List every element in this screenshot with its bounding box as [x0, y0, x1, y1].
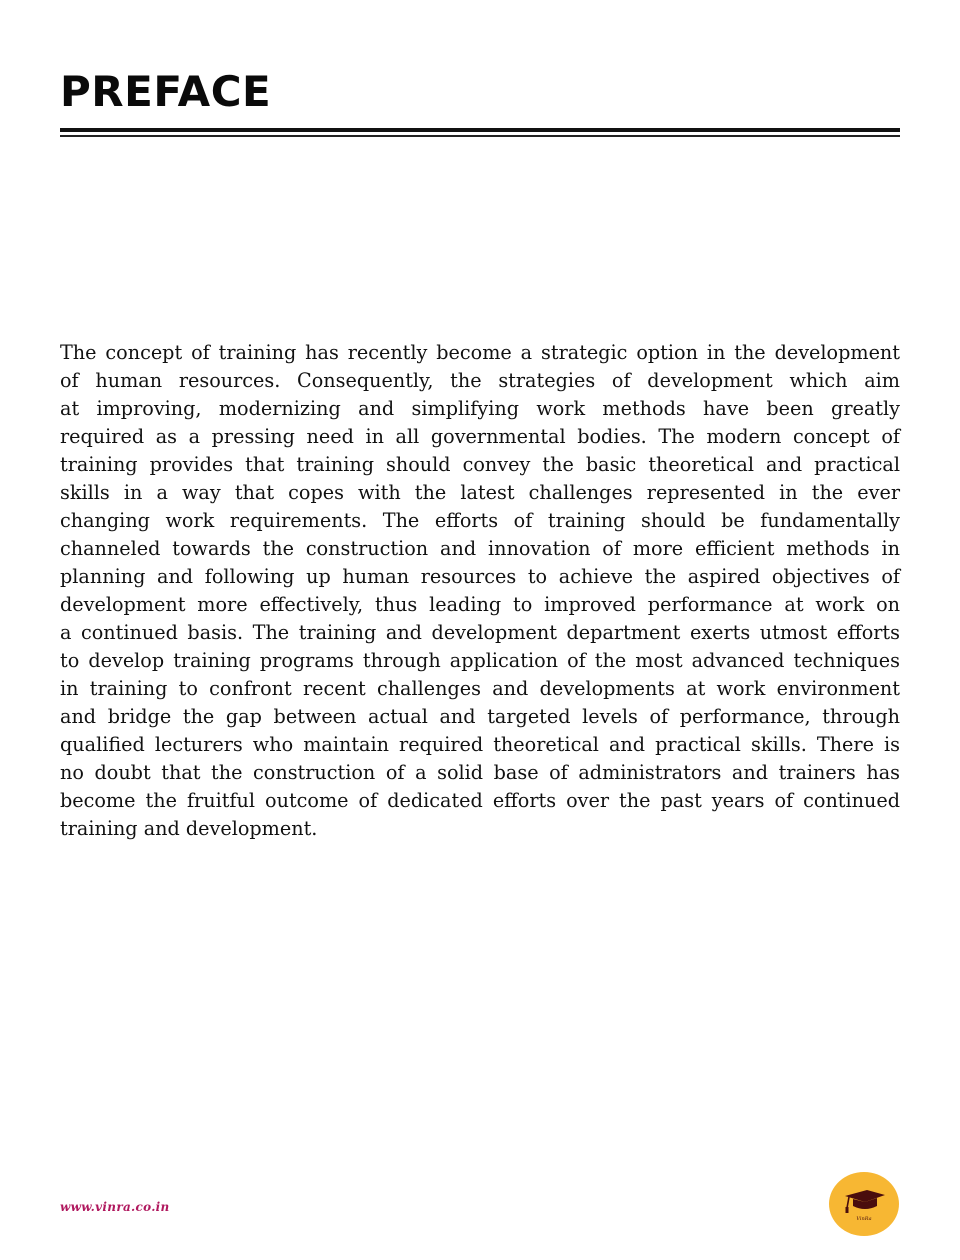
paragraph-line: and bridge the gap between actual and targeted levels of performance, through [60, 705, 900, 728]
paragraph-line: to develop training programs through application of the most advanced techniques [60, 649, 900, 672]
page-title: PREFACE [60, 67, 272, 116]
paragraph-line: channeled towards the construction and innovation of more efficient methods in [60, 537, 900, 560]
logo-text: VinRa [856, 1216, 872, 1222]
paragraph-line: of human resources. Consequently, the strategies of development which aim [60, 369, 900, 392]
paragraph-line: training provides that training should convey the basic theoretical and practical [60, 453, 900, 476]
paragraph-line: training and development. [60, 817, 318, 840]
paragraph-line: become the fruitful outcome of dedicated efforts over the past years of continued [60, 789, 900, 812]
paragraph-line: qualified lecturers who maintain required theoretical and practical skills. There is [60, 733, 900, 756]
paragraph-line: The concept of training has recently become a strategic option in the development [60, 341, 900, 364]
paragraph-line: in training to confront recent challenges and developments at work environment [60, 677, 900, 700]
title-rule-thick [60, 128, 900, 132]
paragraph-line: development more effectively, thus leading to improved performance at work on [60, 593, 900, 616]
paragraph-line: required as a pressing need in all governmental bodies. The modern concept of [60, 425, 900, 448]
graduation-cap-icon [841, 1186, 887, 1218]
website-link[interactable]: www.vinra.co.in [60, 1200, 170, 1214]
paragraph-line: a continued basis. The training and development department exerts utmost efforts [60, 621, 900, 644]
paragraph-line: planning and following up human resources to achieve the aspired objectives of [60, 565, 900, 588]
paragraph-line: no doubt that the construction of a solid base of administrators and trainers has [60, 761, 900, 784]
preface-paragraph [60, 339, 900, 843]
logo [829, 1172, 899, 1236]
paragraph-line: skills in a way that copes with the latest challenges represented in the ever [60, 481, 900, 504]
title-rule-thin [60, 135, 900, 137]
paragraph-line: at improving, modernizing and simplifying work methods have been greatly [60, 397, 900, 420]
paragraph-line: changing work requirements. The efforts of training should be fundamentally [60, 509, 900, 532]
